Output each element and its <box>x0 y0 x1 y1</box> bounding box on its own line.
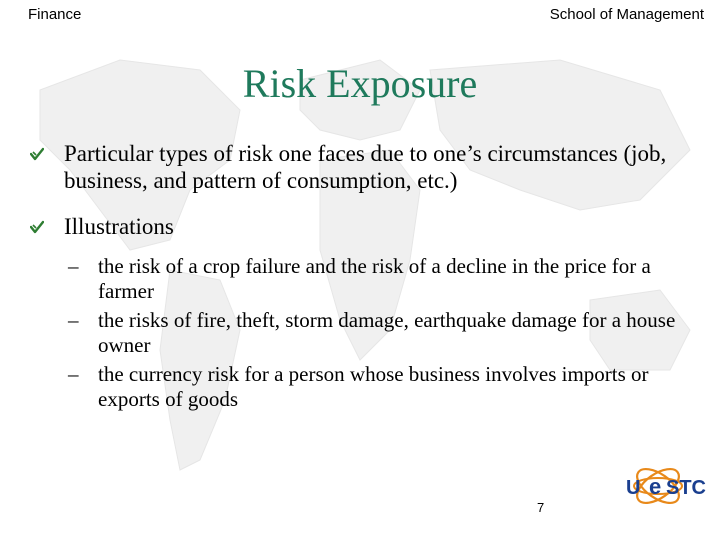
header-course-label: Finance <box>28 6 82 23</box>
slide-body <box>30 140 690 416</box>
checkmark-bullet-icon <box>30 220 44 234</box>
bullet-text: Particular types of risk one faces due to one’s circumstances (job, business, and pattern of consumption, etc.) <box>64 141 667 193</box>
sub-bullet-text: the risks of fire, theft, storm damage, earthquake damage for a house owner <box>98 308 676 357</box>
dash-marker: – <box>68 362 79 386</box>
sub-bullet-list <box>30 254 690 412</box>
slide-title: Risk Exposure <box>242 61 478 106</box>
bullet-item <box>30 140 690 194</box>
sub-bullet-item <box>68 308 690 358</box>
dash-marker: – <box>68 254 79 278</box>
page-number: 7 <box>537 500 545 515</box>
logo-letters-stc: STC <box>666 477 706 499</box>
bullet-item <box>30 213 690 240</box>
dash-marker: – <box>68 308 79 332</box>
logo-letter-u: U <box>626 477 641 499</box>
sub-bullet-text: the risk of a crop failure and the risk of a decline in the price for a farmer <box>98 254 651 303</box>
checkmark-bullet-icon <box>30 147 44 161</box>
logo-letter-e: e <box>649 474 662 499</box>
uestc-logo-icon <box>618 452 714 532</box>
sub-bullet-item <box>68 362 690 412</box>
sub-bullet-text: the currency risk for a person whose business involves imports or exports of goods <box>98 362 649 411</box>
header-school-label: School of Management <box>549 6 704 23</box>
bullet-text: Illustrations <box>64 214 174 239</box>
sub-bullet-item <box>68 254 690 304</box>
